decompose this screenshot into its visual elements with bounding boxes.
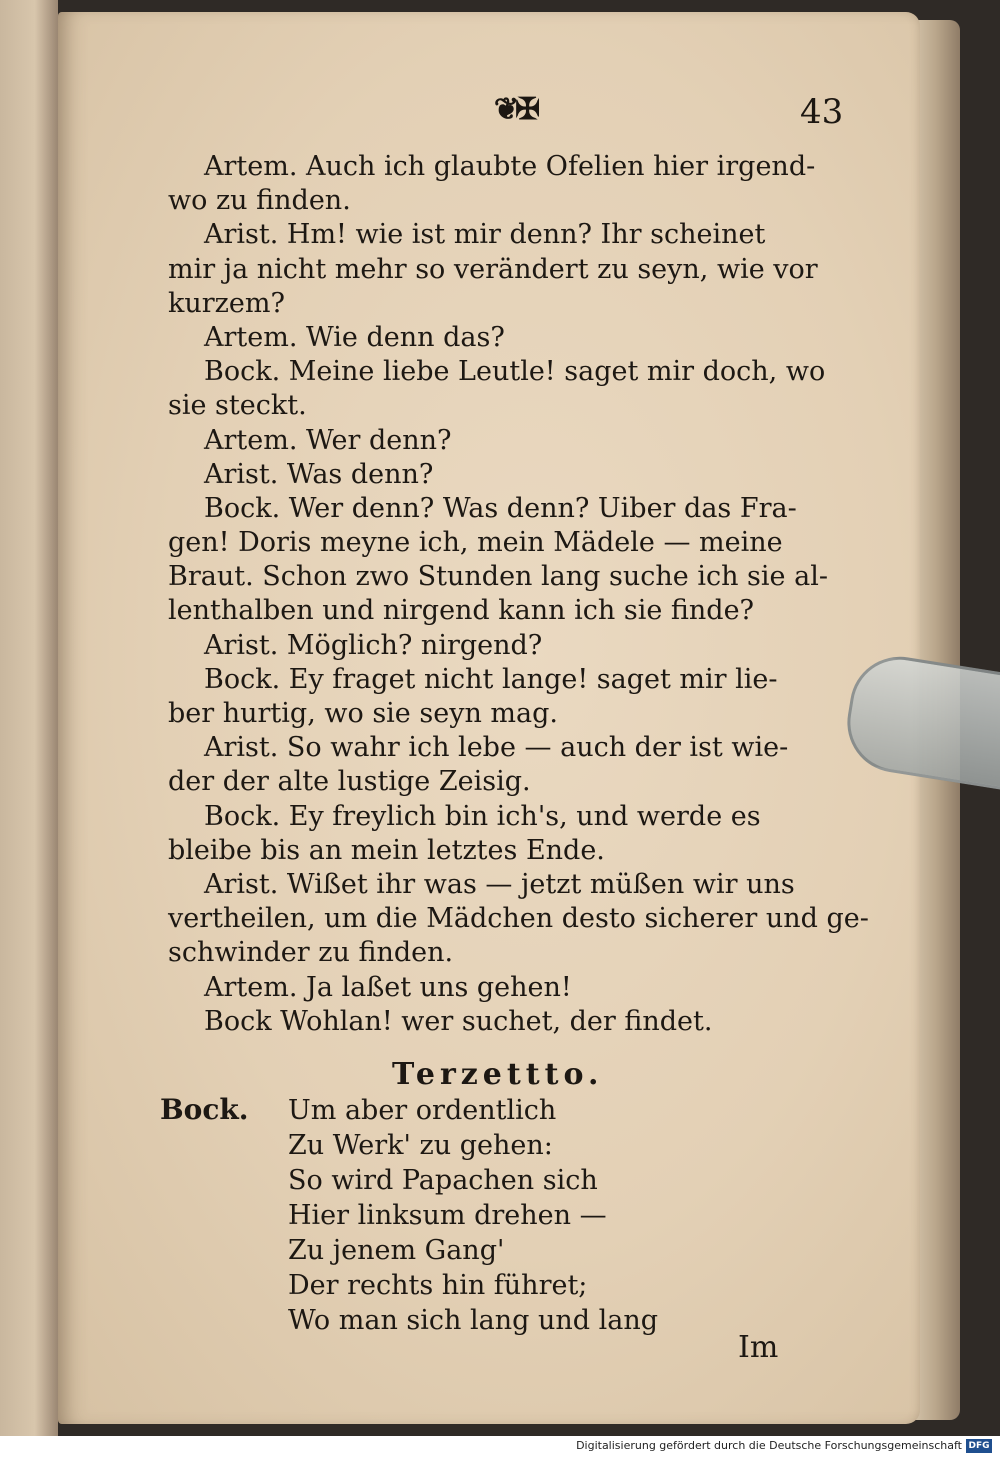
verse-lines bbox=[288, 1093, 658, 1338]
terzetto-heading: Terzettto. bbox=[392, 1057, 604, 1092]
verse-line: Wo man sich lang und lang bbox=[288, 1305, 659, 1336]
body-text bbox=[168, 150, 869, 1039]
text-line: kurzem? bbox=[168, 287, 285, 319]
text-line: Bock. Meine liebe Leutle! saget mir doch, wo bbox=[204, 356, 826, 388]
text-line: Artem. Ja laßet uns gehen! bbox=[204, 971, 572, 1003]
text-line: Arist. Was denn? bbox=[204, 458, 434, 490]
verse-line: Um aber ordentlich bbox=[288, 1095, 557, 1126]
text-line: Artem. Auch ich glaubte Ofelien hier irgend- bbox=[204, 151, 816, 182]
text-line: der der alte lustige Zeisig. bbox=[168, 766, 531, 798]
text-line: Arist. Wißet ihr was — jetzt müßen wir uns bbox=[204, 868, 795, 900]
text-line: Bock. Wer denn? Was denn? Uiber das Fra- bbox=[204, 492, 797, 524]
text-line: Bock. Ey fraget nicht lange! saget mir lie- bbox=[204, 663, 778, 695]
text-line: mir ja nicht mehr so verändert zu seyn, wie vor bbox=[168, 253, 818, 285]
text-line: Arist. Hm! wie ist mir denn? Ihr scheinet bbox=[204, 219, 766, 251]
verse-speaker: Bock. bbox=[160, 1093, 249, 1126]
page-number: 43 bbox=[800, 92, 844, 132]
text-line: ber hurtig, wo sie seyn mag. bbox=[168, 698, 558, 729]
dfg-logo: DFG bbox=[966, 1439, 992, 1453]
text-line: wo zu finden. bbox=[168, 185, 351, 217]
text-line: vertheilen, um die Mädchen desto sicherer und ge- bbox=[168, 903, 869, 935]
text-line: Bock. Ey freylich bin ich's, und werde es bbox=[204, 800, 761, 832]
text-line: Bock Wohlan! wer suchet, der findet. bbox=[204, 1005, 713, 1037]
text-line: schwinder zu finden. bbox=[168, 937, 454, 969]
text-line: Artem. Wie denn das? bbox=[204, 321, 505, 353]
text-line: Braut. Schon zwo Stunden lang suche ich sie al- bbox=[168, 561, 828, 593]
verse-line: So wird Papachen sich bbox=[288, 1165, 598, 1196]
footer-bar bbox=[0, 1436, 1000, 1457]
text-line: Arist. So wahr ich lebe — auch der ist wie- bbox=[204, 732, 789, 764]
verse-line: Zu jenem Gang' bbox=[288, 1235, 505, 1266]
footer-credit: Digitalisierung gefördert durch die Deutsche Forschungsgemeinschaft bbox=[576, 1439, 962, 1452]
text-line: Artem. Wer denn? bbox=[204, 424, 452, 456]
text-line: Arist. Möglich? nirgend? bbox=[204, 629, 543, 661]
text-line: lenthalben und nirgend kann ich sie finde? bbox=[168, 595, 755, 627]
text-line: bleibe bis an mein letztes Ende. bbox=[168, 834, 605, 866]
catchword: Im bbox=[738, 1330, 779, 1365]
left-page-edge bbox=[0, 0, 58, 1436]
text-line: sie steckt. bbox=[168, 390, 307, 422]
text-line: gen! Doris meyne ich, mein Mädele — meine bbox=[168, 527, 783, 559]
header-ornament: ❦✠ bbox=[493, 92, 537, 127]
verse-line: Der rechts hin führet; bbox=[288, 1270, 588, 1301]
verse-line: Hier linksum drehen — bbox=[288, 1200, 607, 1231]
verse-line: Zu Werk' zu gehen: bbox=[288, 1130, 553, 1161]
